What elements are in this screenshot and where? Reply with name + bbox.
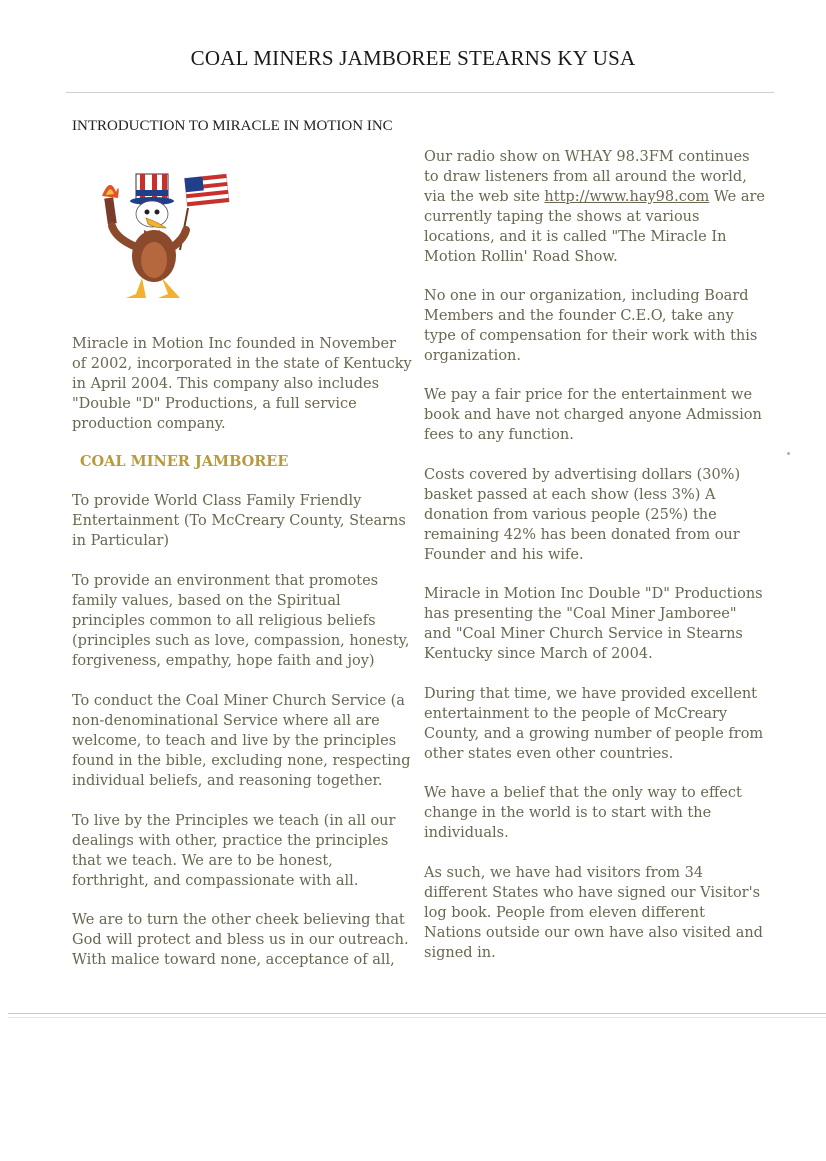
visitors-paragraph: As such, we have had visitors from 34 different States who have signed our Visitor's log book. People from eleven different Nations outside our own have also visited and signed in. xyxy=(424,865,763,961)
mission-paragraph-1: To provide World Class Family Friendly Entertainment (To McCreary County, Stearns in Particular) xyxy=(72,493,406,549)
mission-paragraph-4: To live by the Principles we teach (in all our dealings with other, practice the principles that we teach. We are to be honest, forthright, and compassionate with all. xyxy=(72,813,396,889)
presenting-paragraph: Miracle in Motion Inc Double "D" Productions has presenting the "Coal Miner Jamboree" and "Coal Miner Church Service in Stearns Kentucky since March of 2004. xyxy=(424,586,763,662)
mission-paragraph-3: To conduct the Coal Miner Church Service (a non-denominational Service where all are welcome, to teach and live by the principles found in the bible, excluding none, respecting individual beliefs, and reasoning together. xyxy=(72,693,411,789)
scan-speck xyxy=(787,452,790,455)
mission-paragraph-5: We are to turn the other cheek believing that God will protect and bless us in our outreach. With malice toward none, acceptance of all, xyxy=(72,912,409,968)
radio-show-paragraph xyxy=(424,148,766,267)
eagle-uncle-sam-mascot-icon xyxy=(96,168,240,304)
mission-paragraph-2: To provide an environment that promotes family values, based on the Spiritual principles common to all religious beliefs (principles such as love, compassion, honesty, forgiveness, empathy, hope faith and joy) xyxy=(72,573,410,669)
belief-paragraph: We have a belief that the only way to effect change in the world is to start with the individuals. xyxy=(424,785,742,841)
footer-divider-shadow xyxy=(8,1017,826,1018)
header-divider xyxy=(66,92,774,93)
page-title: COAL MINERS JAMBOREE STEARNS KY USA xyxy=(190,46,636,70)
compensation-paragraph: No one in our organization, including Board Members and the founder C.E.O, take any type of compensation for their work with this organization. xyxy=(424,288,758,364)
costs-paragraph: Costs covered by advertising dollars (30%) basket passed at each show (less 3%) A donation from various people (25%) the remaining 42% has been donated from our Founder and his wife. xyxy=(424,467,741,563)
coal-miner-jamboree-subheading: COAL MINER JAMBOREE xyxy=(80,453,289,470)
radio-text-after: We are currently taping the shows at various locations, and it is called "The Miracle In Motion Rollin' Road Show. xyxy=(424,188,765,265)
footer-divider xyxy=(8,1013,826,1014)
fair-price-paragraph: We pay a fair price for the entertainment we book and have not charged anyone Admission fees to any function. xyxy=(424,387,762,443)
founded-paragraph: Miracle in Motion Inc founded in November of 2002, incorporated in the state of Kentucky in April 2004. This company also includes "Double "D" Productions, a full service production company. xyxy=(72,336,412,432)
radio-text-before: Our radio show on WHAY 98.3FM continues to draw listeners from all around the world, via the web site xyxy=(424,149,750,205)
intro-heading: INTRODUCTION TO MIRACLE IN MOTION INC xyxy=(72,118,393,134)
during-paragraph: During that time, we have provided excellent entertainment to the people of McCreary County, and a growing number of people from other states even other countries. xyxy=(424,686,764,762)
website-link[interactable]: http://www.hay98.com xyxy=(544,188,710,205)
